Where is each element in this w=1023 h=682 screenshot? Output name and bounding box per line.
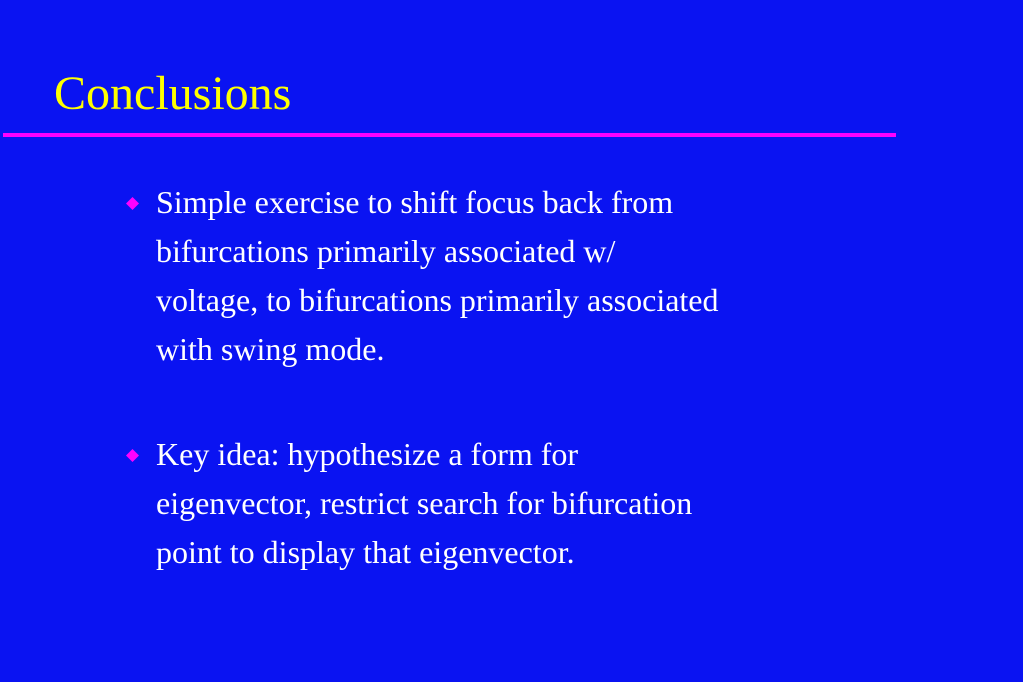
diamond-bullet-icon	[126, 449, 139, 462]
bullet-text-line: Simple exercise to shift focus back from	[156, 184, 674, 220]
bullet-text	[156, 430, 876, 577]
bullet-text-line: voltage, to bifurcations primarily associated	[156, 282, 719, 318]
bullet-text-line: point to display that eigenvector.	[156, 534, 575, 570]
title-underline-rule	[3, 133, 896, 137]
bullet-text-line: eigenvector, restrict search for bifurcation	[156, 485, 693, 521]
bullet-text-line: Key idea: hypothesize a form for	[156, 436, 579, 472]
bullet-text-line: with swing mode.	[156, 331, 385, 367]
bullet-text-line: bifurcations primarily associated w/	[156, 233, 616, 269]
diamond-bullet-icon	[126, 197, 139, 210]
slide-title: Conclusions	[54, 67, 292, 120]
bullet-text	[156, 178, 876, 374]
